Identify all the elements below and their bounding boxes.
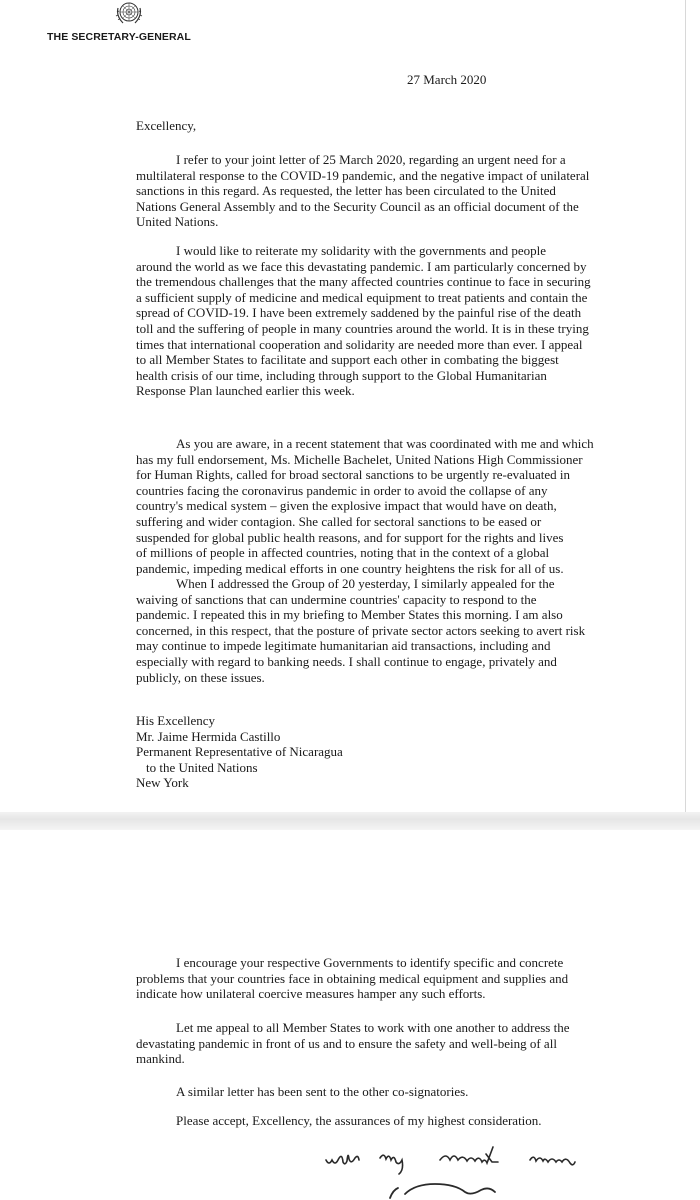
text-line: Please accept, Excellency, the assurances of my highest consideration. bbox=[176, 1113, 542, 1128]
addressee-line: to the United Nations bbox=[146, 759, 258, 775]
text-line: devastating pandemic in front of us and to ensure the safety and well-being of all bbox=[136, 1035, 557, 1051]
text-line: I would like to reiterate my solidarity with the governments and people bbox=[176, 243, 547, 258]
text-line: multilateral response to the COVID-19 pandemic, and the negative impact of unilateral bbox=[136, 167, 590, 183]
text-line: Nations General Assembly and to the Security Council as an official document of the bbox=[136, 198, 579, 214]
text-line: to all Member States to facilitate and support each other in combating the biggest bbox=[136, 352, 559, 368]
text-line: Let me appeal to all Member States to work with one another to address the bbox=[176, 1020, 570, 1035]
letter-date: 27 March 2020 bbox=[407, 72, 487, 87]
text-line: waiving of sanctions that can undermine countries' capacity to respond to the bbox=[136, 591, 537, 607]
text-line: publicly, on these issues. bbox=[136, 669, 265, 685]
letter-page-2 bbox=[0, 830, 700, 1200]
text-line: Response Plan launched earlier this week. bbox=[136, 383, 355, 399]
addressee-block bbox=[136, 713, 343, 791]
text-line: a sufficient supply of medicine and medical equipment to treat patients and contain the bbox=[136, 289, 588, 305]
paragraph-bachelet-statement bbox=[136, 436, 612, 576]
text-line: of millions of people in affected countries, noting that in the context of a global bbox=[136, 545, 550, 561]
addressee-line: New York bbox=[136, 775, 189, 791]
text-line: pandemic. I repeated this in my briefing to Member States this morning. I am also bbox=[136, 607, 563, 623]
paragraph-solidarity bbox=[136, 243, 612, 399]
text-line: suspended for global public health reasons, and for support for the rights and lives bbox=[136, 529, 564, 545]
secretary-general-letterhead: THE SECRETARY-GENERAL bbox=[47, 31, 191, 43]
text-line: As you are aware, in a recent statement that was coordinated with me and which bbox=[176, 436, 594, 451]
text-line: mankind. bbox=[136, 1051, 185, 1067]
addressee-line: Permanent Representative of Nicaragua bbox=[136, 744, 343, 760]
salutation: Excellency, bbox=[136, 118, 197, 133]
text-line: health crisis of our time, including through support to the Global Humanitarian bbox=[136, 367, 547, 383]
text-line: suffering and wider contagion. She called for sectoral sanctions to be eased or bbox=[136, 513, 542, 529]
paragraph-joint-letter bbox=[136, 152, 612, 230]
text-line: toll and the suffering of people in many countries around the world. It is in these trying bbox=[136, 320, 589, 336]
addressee-line: Mr. Jaime Hermida Castillo bbox=[136, 728, 281, 744]
text-line: sanctions in this regard. As requested, the letter has been circulated to the United bbox=[136, 183, 556, 199]
text-line: has my full endorsement, Ms. Michelle Bachelet, United Nations High Commissioner bbox=[136, 451, 583, 467]
text-line: for Human Rights, called for broad sectoral sanctions to be urgently re-evaluated in bbox=[136, 467, 571, 483]
addressee-line: His Excellency bbox=[136, 713, 216, 728]
paragraph-encourage-governments bbox=[136, 955, 612, 1002]
text-line: around the world as we face this devastating pandemic. I am particularly concerned by bbox=[136, 258, 587, 274]
text-line: problems that your countries face in obtaining medical equipment and supplies and bbox=[136, 970, 569, 986]
text-line: spread of COVID-19. I have been extremely saddened by the painful rise of the death bbox=[136, 305, 582, 321]
text-line: countries facing the coronavirus pandemic in order to avoid the collapse of any bbox=[136, 482, 548, 498]
paragraph-closing bbox=[136, 1113, 612, 1129]
text-line: I refer to your joint letter of 25 March 2020, regarding an urgent need for a bbox=[176, 152, 566, 167]
text-line: A similar letter has been sent to the other co-signatories. bbox=[176, 1084, 469, 1099]
text-line: indicate how unilateral coercive measures hamper any such efforts. bbox=[136, 986, 486, 1002]
text-line: may continue to impede legitimate humanitarian aid transactions, including and bbox=[136, 638, 551, 654]
handwritten-signature bbox=[320, 1140, 660, 1200]
un-emblem-icon bbox=[114, 0, 144, 28]
paragraph-appeal-member-states bbox=[136, 1020, 612, 1067]
text-line: pandemic, impeding medical efforts in one country heightens the risk for all of us. bbox=[136, 560, 564, 576]
text-line: times that international cooperation and solidarity are needed more than ever. I appeal bbox=[136, 336, 583, 352]
paragraph-group-of-20 bbox=[136, 576, 612, 685]
paragraph-similar-letter bbox=[136, 1084, 612, 1100]
text-line: concerned, in this respect, that the posture of private sector actors seeking to avert risk bbox=[136, 622, 586, 638]
text-line: country's medical system – given the explosive impact that would have on death, bbox=[136, 498, 557, 514]
text-line: especially with regard to banking needs. I shall continue to engage, privately and bbox=[136, 653, 557, 669]
text-line: When I addressed the Group of 20 yesterday, I similarly appealed for the bbox=[176, 576, 555, 591]
page-separator bbox=[0, 812, 700, 830]
text-line: United Nations. bbox=[136, 214, 219, 230]
text-line: I encourage your respective Governments to identify specific and concrete bbox=[176, 955, 564, 970]
text-line: the tremendous challenges that the many affected countries continue to face in securing bbox=[136, 274, 591, 290]
